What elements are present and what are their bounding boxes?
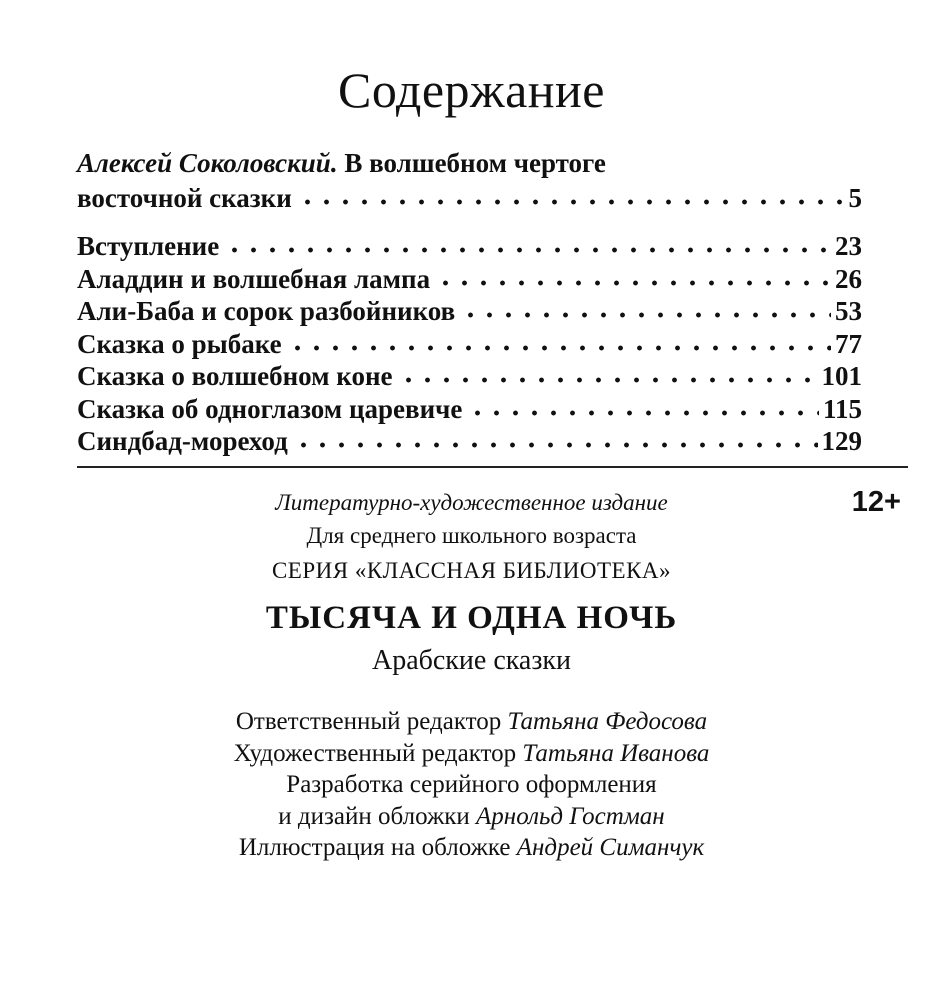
toc-dot-leader xyxy=(436,265,831,292)
toc-entry[interactable] xyxy=(77,360,862,393)
credit-line xyxy=(0,769,943,801)
credit-role: Разработка серийного оформления xyxy=(286,771,657,798)
credit-role: Иллюстрация на обложке xyxy=(238,834,517,861)
toc-entry[interactable] xyxy=(77,425,862,458)
toc-entry-title: Сказка о рыбаке xyxy=(77,328,282,359)
toc-entry-page: 26 xyxy=(835,263,862,294)
age-rating-badge: 12+ xyxy=(851,486,901,518)
credit-person: Арнольд Гостман xyxy=(476,802,665,830)
toc-dot-leader xyxy=(399,363,818,390)
toc-entry[interactable] xyxy=(77,230,862,263)
toc-intro-entry-continued[interactable] xyxy=(77,180,862,216)
toc-entry-page: 77 xyxy=(835,328,862,359)
toc-entry-title: Аладдин и волшебная лампа xyxy=(77,263,431,294)
toc-entry-page: 115 xyxy=(822,393,862,424)
toc-entry-title: Али-Баба и сорок разбойников xyxy=(77,296,456,326)
credit-line xyxy=(0,706,943,738)
toc-intro-page: 5 xyxy=(848,183,862,213)
credit-role: Художественный редактор xyxy=(233,739,523,767)
credit-role: Ответственный редактор xyxy=(235,708,508,735)
credit-role: и дизайн обложки xyxy=(278,802,477,830)
toc-intro-title-part2: восточной сказки xyxy=(77,183,292,213)
toc-entry[interactable] xyxy=(77,263,862,296)
toc-entry-title: Синдбад-мореход xyxy=(77,426,288,456)
page-title: Содержание xyxy=(338,62,605,118)
toc-intro-entry[interactable] xyxy=(77,146,862,180)
credit-line xyxy=(0,832,943,864)
book-title: ТЫСЯЧА И ОДНА НОЧЬ xyxy=(265,600,678,636)
credits-block xyxy=(0,706,943,864)
credit-person: Андрей Симанчук xyxy=(516,834,705,861)
toc-entry-title: Сказка о волшебном коне xyxy=(77,361,393,391)
toc-entry-title: Сказка об одноглазом царевиче xyxy=(77,393,463,424)
toc-entry[interactable] xyxy=(77,328,862,361)
toc-entry-page: 53 xyxy=(835,296,862,326)
credit-person: Татьяна Иванова xyxy=(522,739,710,767)
table-of-contents xyxy=(77,146,862,458)
credit-person: Татьяна Федосова xyxy=(507,708,708,735)
credit-line xyxy=(0,801,943,833)
credit-line xyxy=(0,738,943,770)
toc-intro-title-part1: В волшебном чертоге xyxy=(337,148,606,178)
toc-dot-leader xyxy=(294,428,818,455)
toc-entry[interactable] xyxy=(77,393,862,426)
toc-dot-leader xyxy=(288,330,831,357)
toc-intro-author: Алексей Соколовский. xyxy=(77,148,338,178)
book-subtitle: Арабские сказки xyxy=(371,645,572,676)
toc-entry-page: 23 xyxy=(835,231,862,261)
toc-entry-page: 101 xyxy=(821,361,862,391)
toc-entry-title: Вступление xyxy=(77,231,220,261)
colophon-audience: Для среднего школьного возраста xyxy=(306,523,637,548)
colophon-series: СЕРИЯ «КЛАССНАЯ БИБЛИОТЕКА» xyxy=(271,558,672,583)
toc-dot-leader xyxy=(225,233,831,260)
colophon-genre: Литературно-художественное издание xyxy=(275,490,668,515)
section-divider xyxy=(77,466,908,468)
toc-dot-leader xyxy=(298,185,845,212)
toc-dot-leader xyxy=(461,298,831,325)
toc-entry[interactable] xyxy=(77,295,862,328)
toc-entry-page: 129 xyxy=(821,426,862,456)
toc-dot-leader xyxy=(468,395,819,422)
